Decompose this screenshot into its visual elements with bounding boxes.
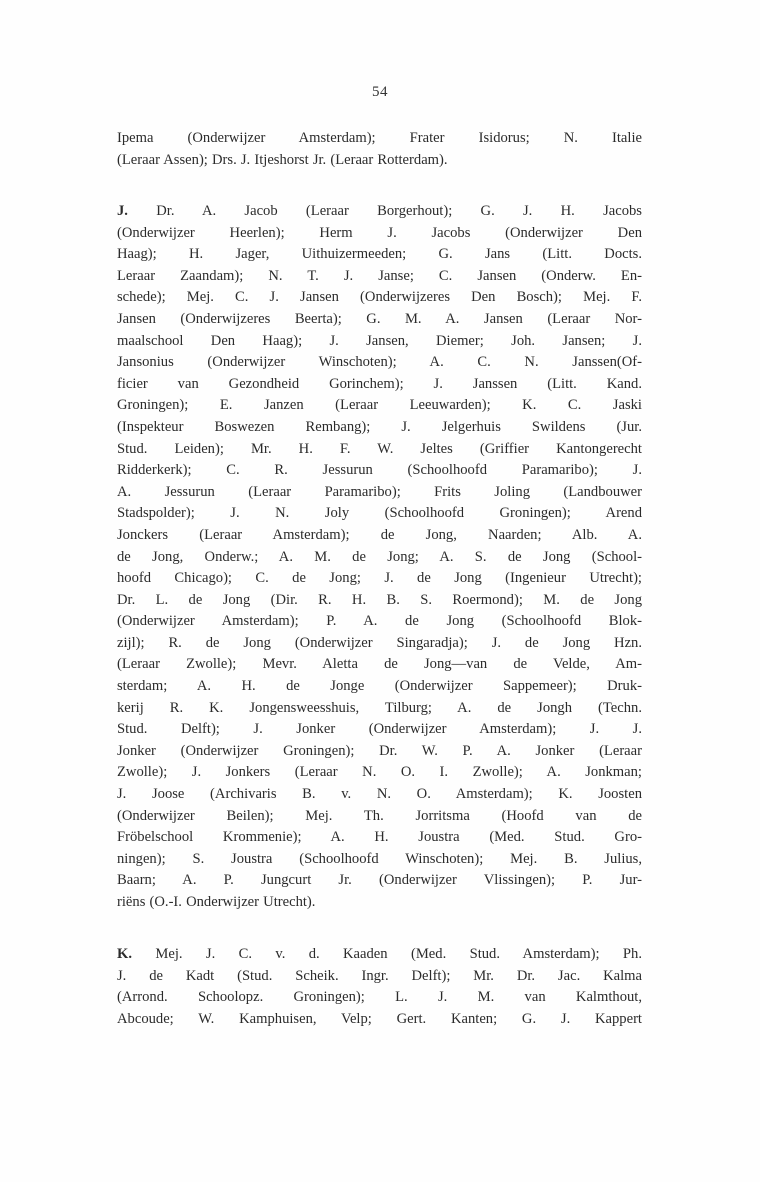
section-j-line: Zwolle); J. Jonkers (Leraar N. O. I. Zwolle); A. Jonkman; bbox=[117, 764, 642, 781]
section-j-paragraph bbox=[117, 201, 642, 914]
section-j-line: (Inspekteur Boswezen Rembang); J. Jelgerhuis Swildens (Jur. bbox=[117, 418, 642, 435]
section-j-line: A. Jessurun (Leraar Paramaribo); Frits Joling (Landbouwer bbox=[117, 483, 642, 500]
section-j-letter: J. bbox=[117, 203, 128, 219]
section-j-line: hoofd Chicago); C. de Jong; J. de Jong (Ingenieur Utrecht); bbox=[117, 570, 642, 587]
section-j-line: (Onderwijzer Heerlen); Herm J. Jacobs (Onderwijzer Den bbox=[117, 224, 642, 241]
section-k-letter: K. bbox=[117, 946, 132, 962]
section-j-first-line-text: Dr. A. Jacob (Leraar Borgerhout); G. J. H. Jacobs bbox=[127, 203, 642, 219]
section-j-line: Groningen); E. Janzen (Leraar Leeuwarden); K. C. Jaski bbox=[117, 397, 642, 414]
section-k-first-line-text: Mej. J. C. v. d. Kaaden (Med. Stud. Amsterdam); Ph. bbox=[132, 946, 642, 962]
intro-line: Ipema (Onderwijzer Amsterdam); Frater Isidorus; N. Italie bbox=[117, 130, 642, 146]
section-j-line: Stud. Delft); J. Jonker (Onderwijzer Amsterdam); J. J. bbox=[117, 721, 642, 738]
section-j-line: Jonker (Onderwijzer Groningen); Dr. W. P. A. Jonker (Leraar bbox=[117, 742, 642, 759]
intro-paragraph bbox=[117, 128, 642, 171]
section-j-line: maalschool Den Haag); J. Jansen, Diemer; Joh. Jansen; J. bbox=[117, 332, 642, 349]
section-j-line: Stadspolder); J. N. Joly (Schoolhoofd Groningen); Arend bbox=[117, 505, 642, 522]
section-j-line: Ridderkerk); C. R. Jessurun (Schoolhoofd Paramaribo); J. bbox=[117, 462, 642, 479]
section-j-line: Haag); H. Jager, Uithuizermeeden; G. Jans (Litt. Docts. bbox=[117, 246, 642, 263]
intro-line: (Leraar Assen); Drs. J. Itjeshorst Jr. (Leraar Rotterdam). bbox=[117, 151, 448, 168]
section-j-line: Jansonius (Onderwijzer Winschoten); A. C. N. Janssen(Of- bbox=[117, 354, 642, 371]
section-j-line: Baarn; A. P. Jungcurt Jr. (Onderwijzer Vlissingen); P. Jur- bbox=[117, 872, 642, 889]
section-j-line: riëns (O.-I. Onderwijzer Utrecht). bbox=[117, 894, 316, 910]
section-j-line: Jonckers (Leraar Amsterdam); de Jong, Naarden; Alb. A. bbox=[117, 526, 642, 543]
section-j-line: de Jong, Onderw.; A. M. de Jong; A. S. de Jong (School- bbox=[117, 548, 642, 565]
section-k-line: (Arrond. Schoolopz. Groningen); L. J. M. van Kalmthout, bbox=[117, 989, 642, 1006]
section-k-first-line bbox=[117, 944, 642, 966]
section-j-line: zijl); R. de Jong (Onderwijzer Singaradja); J. de Jong Hzn. bbox=[117, 634, 642, 651]
section-j-line: schede); Mej. C. J. Jansen (Onderwijzeres Den Bosch); Mej. F. bbox=[117, 289, 642, 306]
section-j-line: Stud. Leiden); Mr. H. F. W. Jeltes (Griffier Kantongerecht bbox=[117, 440, 642, 457]
section-k-line: J. de Kadt (Stud. Scheik. Ingr. Delft); Mr. Dr. Jac. Kalma bbox=[117, 967, 642, 984]
section-j-line: Leraar Zaandam); N. T. J. Janse; C. Jansen (Onderw. En- bbox=[117, 267, 642, 284]
section-j-line: Jansen (Onderwijzeres Beerta); G. M. A. Jansen (Leraar Nor- bbox=[117, 310, 642, 327]
section-j-line: J. Joose (Archivaris B. v. N. O. Amsterdam); K. Joosten bbox=[117, 786, 642, 803]
section-k-paragraph bbox=[117, 944, 642, 1030]
section-j-line: ningen); S. Joustra (Schoolhoofd Winschoten); Mej. B. Julius, bbox=[117, 850, 642, 867]
page-number: 54 bbox=[372, 84, 388, 100]
section-j-line: sterdam; A. H. de Jonge (Onderwijzer Sappemeer); Druk- bbox=[117, 678, 642, 695]
section-j-first-line bbox=[117, 201, 642, 223]
section-k-line: Abcoude; W. Kamphuisen, Velp; Gert. Kanten; G. J. Kappert bbox=[117, 1010, 642, 1027]
section-j-line: Fröbelschool Krommenie); A. H. Joustra (Med. Stud. Gro- bbox=[117, 829, 642, 846]
section-j-line: (Onderwijzer Beilen); Mej. Th. Jorritsma (Hoofd van de bbox=[117, 807, 642, 824]
section-j-line: (Onderwijzer Amsterdam); P. A. de Jong (Schoolhoofd Blok- bbox=[117, 613, 642, 630]
section-j-line: kerij R. K. Jongensweesshuis, Tilburg; A. de Jongh (Techn. bbox=[117, 699, 642, 716]
section-j-line: (Leraar Zwolle); Mevr. Aletta de Jong—van de Velde, Am- bbox=[117, 656, 642, 673]
section-j-line: ficier van Gezondheid Gorinchem); J. Janssen (Litt. Kand. bbox=[117, 375, 642, 392]
section-j-line: Dr. L. de Jong (Dir. R. H. B. S. Roermond); M. de Jong bbox=[117, 591, 642, 608]
